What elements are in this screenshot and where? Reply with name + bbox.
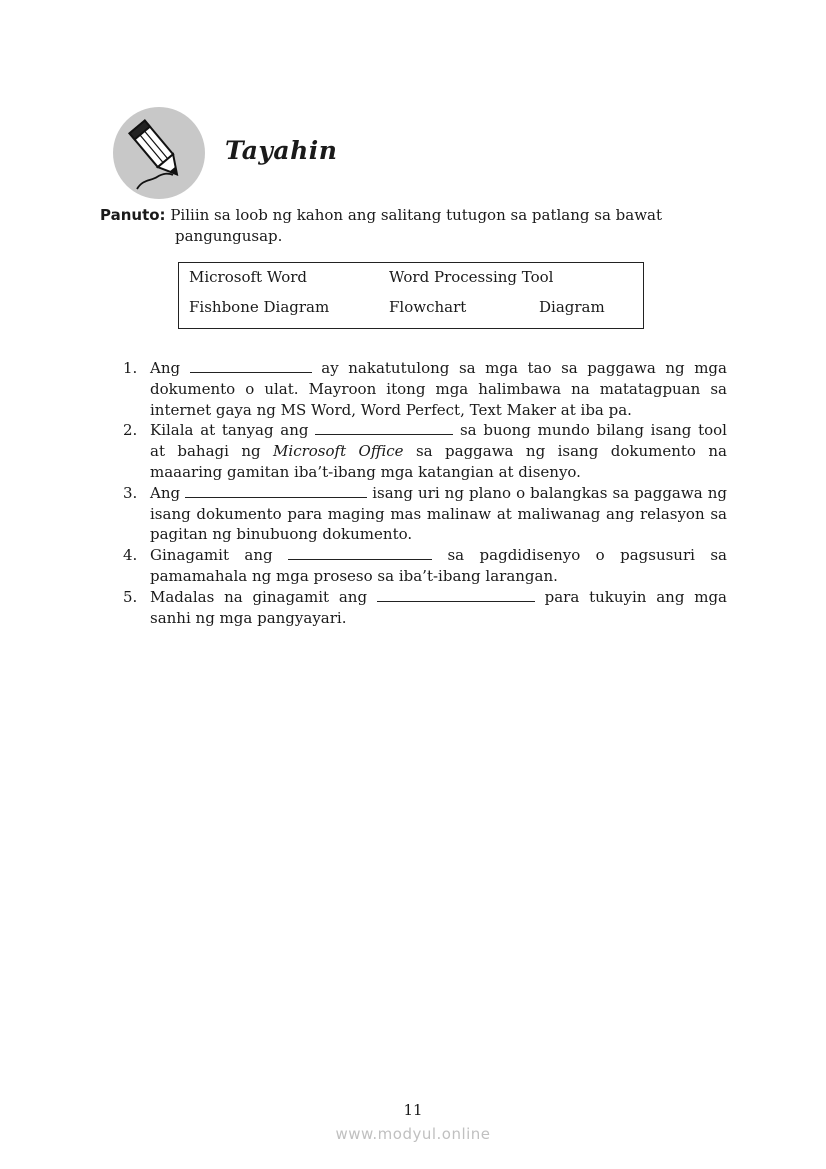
word-bank-item: Word Processing Tool [389, 268, 554, 286]
word-bank-item: Fishbone Diagram [189, 298, 330, 316]
question-text: para tukuyin ang mga sanhi ng mga pangyayari. [150, 587, 727, 627]
question-number: 3. [123, 483, 138, 502]
question-number: 4. [123, 546, 138, 565]
answer-blank[interactable] [315, 422, 453, 435]
question-text: sa pagdidisenyo o pagsusuri sa pamamahala ng mga proseso sa iba’t-ibang larangan. [150, 546, 728, 585]
question-item [123, 545, 727, 587]
answer-blank[interactable] [185, 485, 367, 498]
instructions [100, 205, 727, 247]
question-item [123, 587, 727, 629]
question-item [123, 483, 727, 545]
question-text: ay nakatutulong sa mga tao sa paggawa ng mga dokumento o ulat. Mayroon itong mga halimbawa na matatagpuan sa internet gaya ng MS Word, Word Perfect, Text Maker at iba pa. [150, 359, 727, 419]
question-number: 2. [123, 421, 138, 440]
question-item [123, 420, 727, 482]
section-title: Tayahin [225, 136, 338, 165]
word-bank-item: Flowchart [389, 298, 467, 316]
question-text: Ang [150, 359, 181, 377]
question-text: Ginagamit ang [150, 546, 273, 565]
question-text: sa buong mundo bilang isang tool at bahagi ng [150, 421, 727, 461]
answer-blank[interactable] [377, 589, 535, 602]
question-number: 5. [123, 587, 138, 606]
answer-blank[interactable] [288, 547, 432, 560]
watermark: www.modyul.online [335, 1125, 491, 1143]
question-text: sa paggawa ng isang dokumento na maaaring gamitan iba’t-ibang mga katangian at disenyo. [150, 442, 727, 481]
question-text: isang uri ng plano o balangkas sa paggawa ng isang dokumento para maging mas malinaw at maliwanag ang relasyon sa pagitan ng binubuong dokumento. [150, 483, 727, 544]
word-bank-item: Microsoft Word [189, 268, 308, 286]
instructions-label: Panuto: [100, 206, 166, 224]
question-number: 1. [123, 359, 138, 377]
question-item [123, 358, 727, 420]
word-bank-box [178, 262, 644, 329]
question-text-italic: Microsoft Office [273, 442, 404, 461]
word-bank-item: Diagram [539, 298, 605, 316]
instructions-text-line2: pangungusap. [175, 227, 283, 245]
instructions-text-line1: Piliin sa loob ng kahon ang salitang tutugon sa patlang sa bawat [170, 206, 663, 224]
question-text: Madalas na ginagamit ang [150, 587, 368, 606]
page-number: 11 [403, 1101, 423, 1119]
question-text: Kilala at tanyag ang [150, 421, 309, 440]
question-list [123, 358, 727, 628]
question-text: Ang [150, 483, 181, 502]
answer-blank[interactable] [190, 360, 312, 373]
pencil-icon [113, 107, 205, 199]
